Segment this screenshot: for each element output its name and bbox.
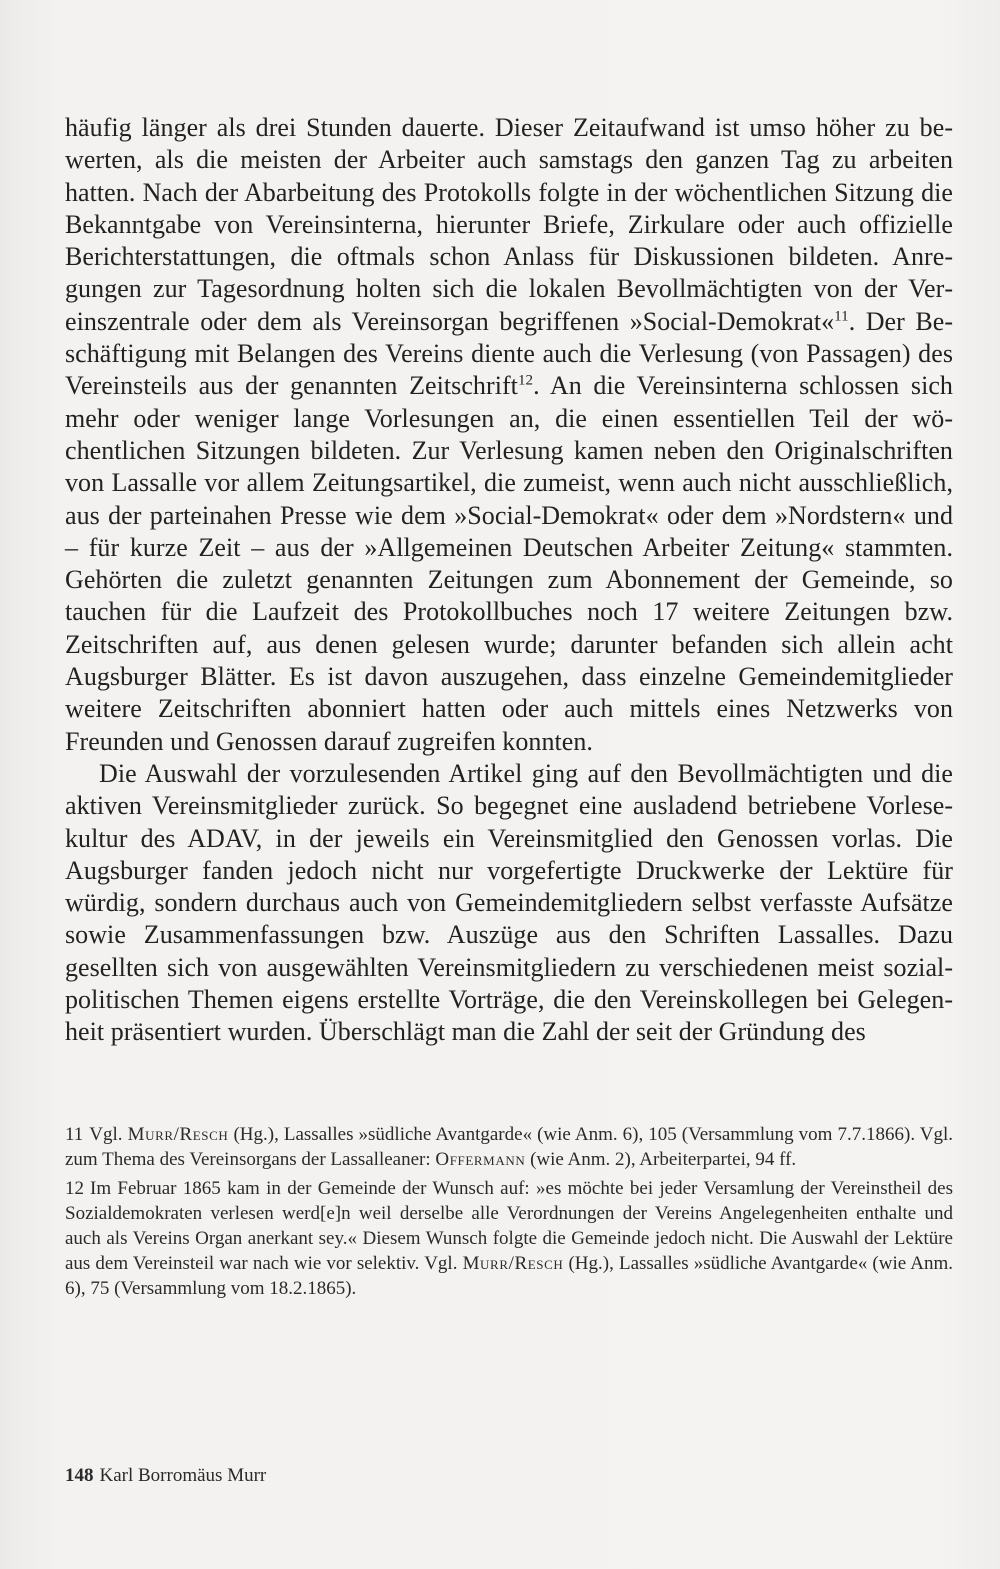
author-name: Murr/Resch <box>127 1124 229 1145</box>
paragraph-2: Die Auswahl der vorzulesenden Artikel ging auf den Bevollmächtigten und die aktiven Vereinsmitglieder zurück. So begegnet eine ausladend betriebene Vorlesekultur des ADAV, in der jeweils ein Vereinsmitglied den Genossen vorlas. Die Augsburger fanden jedoch nicht nur vorgefertigte Druckwerke der Lektüre für würdig, sondern durchaus auch von Gemeindemitgliedern selbst verfasste Aufsätze sowie Zusammenfassungen bzw. Auszüge aus den Schriften Lassalles. Dazu gesellten sich von ausgewählten Vereinsmitgliedern zu verschiedenen meist sozialpolitischen Themen eigens erstellte Vorträge, die den Vereinskollegen bei Gelegenheit präsentiert wurden. Überschlägt man die Zahl der seit der Gründung des <box>65 758 953 1047</box>
footnote-text: (Hg.), Lassalles »südliche Avantgarde« (wie Anm. 6), 75 (Versammlung vom 18.2.1865). <box>65 1253 953 1299</box>
footnote-text: Vgl. <box>89 1124 123 1145</box>
footnote-12 <box>65 1176 953 1301</box>
footnote-ref-11: 11 <box>834 308 849 325</box>
running-author: Karl Borromäus Murr <box>99 1465 267 1486</box>
footnote-text: (Hg.), Lassalles »südliche Avantgarde« (wie Anm. 6), 105 (Versammlung vom 7.7.1866). Vgl. zum Thema des Vereinsorgans der Lassalleaner: <box>65 1124 954 1170</box>
page-number: 148 <box>65 1465 94 1486</box>
footnote-text: (wie Anm. 2), Arbeiterpartei, 94 ff. <box>530 1149 797 1170</box>
page-footer <box>65 1465 266 1487</box>
author-name: Offermann <box>435 1149 526 1170</box>
paragraph-1 <box>65 112 953 758</box>
paragraph-1-part-c: . An die Vereinsinterna schlossen sich mehr oder weniger lange Vorlesungen an, die einen essentiellen Teil der wöchentlichen Sitzungen bildeten. Zur Verlesung kamen neben den Originalschriften von Lassalle vor allem Zeitungsartikel, die zumeist, wenn auch nicht ausschließlich, aus der parteinahen Presse wie dem »Social-Demokrat« oder dem »Nordstern« und – für kurze Zeit – aus der »Allgemeinen Deutschen Arbeiter Zeitung« stammten. Gehörten die zuletzt genannten Zeitungen zum Abonnement der Gemeinde, so tauchen für die Laufzeit des Protokollbuches noch 17 weitere Zeitungen bzw. Zeitschriften auf, aus denen gelesen wurde; darunter befanden sich allein acht Augsburger Blätter. Es ist davon auszugehen, dass einzelne Gemeindemitglieder weitere Zeitschriften abonniert hatten oder auch mittels eines Netzwerks von Freunden und Genossen darauf zugreifen konnten. <box>65 371 953 756</box>
paragraph-1-part-a: häufig länger als drei Stunden dauerte. Dieser Zeitaufwand ist umso höher zu bewerten, als die meisten der Arbeiter auch samstags den ganzen Tag zu arbeiten hatten. Nach der Abarbeitung des Protokolls folgte in der wöchentlichen Sitzung die Bekanntgabe von Vereinsinterna, hierunter Briefe, Zirkulare oder auch offizielle Berichterstattungen, die oftmals schon Anlass für Diskussionen bildeten. Anregungen zur Tagesordnung holten sich die lokalen Bevollmächtigten von der Vereinszentrale oder dem als Vereinsorgan begriffenen »Social-Demokrat« <box>65 113 953 336</box>
footnote-text: Im Februar 1865 kam in der Gemeinde der Wunsch auf: »es möchte bei jeder Versamlung der Vereinstheil des Sozialdemokraten verlesen werd[e]n weil derselbe alle Verordnungen der Vereins Angelegenheiten enthalte und auch als Vereins Organ anerkant sey.« Diesem Wunsch folgte die Gemeinde jedoch nicht. Die Auswahl der Lektüre aus dem Vereinsteil war nach wie vor selektiv. Vgl. <box>65 1178 953 1274</box>
footnotes <box>65 1122 953 1305</box>
footnote-number: 12 <box>65 1178 84 1199</box>
footnote-number: 11 <box>65 1124 84 1145</box>
paragraph-1-part-b: . Der Beschäftigung mit Belangen des Vereins diente auch die Verlesung (von Passagen) des Vereinsteils aus der genannten Zeitschrift <box>65 306 953 401</box>
footnote-ref-12: 12 <box>517 372 534 389</box>
author-name: Murr/Resch <box>462 1253 564 1274</box>
main-text <box>65 112 953 1049</box>
footnote-11 <box>65 1122 953 1172</box>
